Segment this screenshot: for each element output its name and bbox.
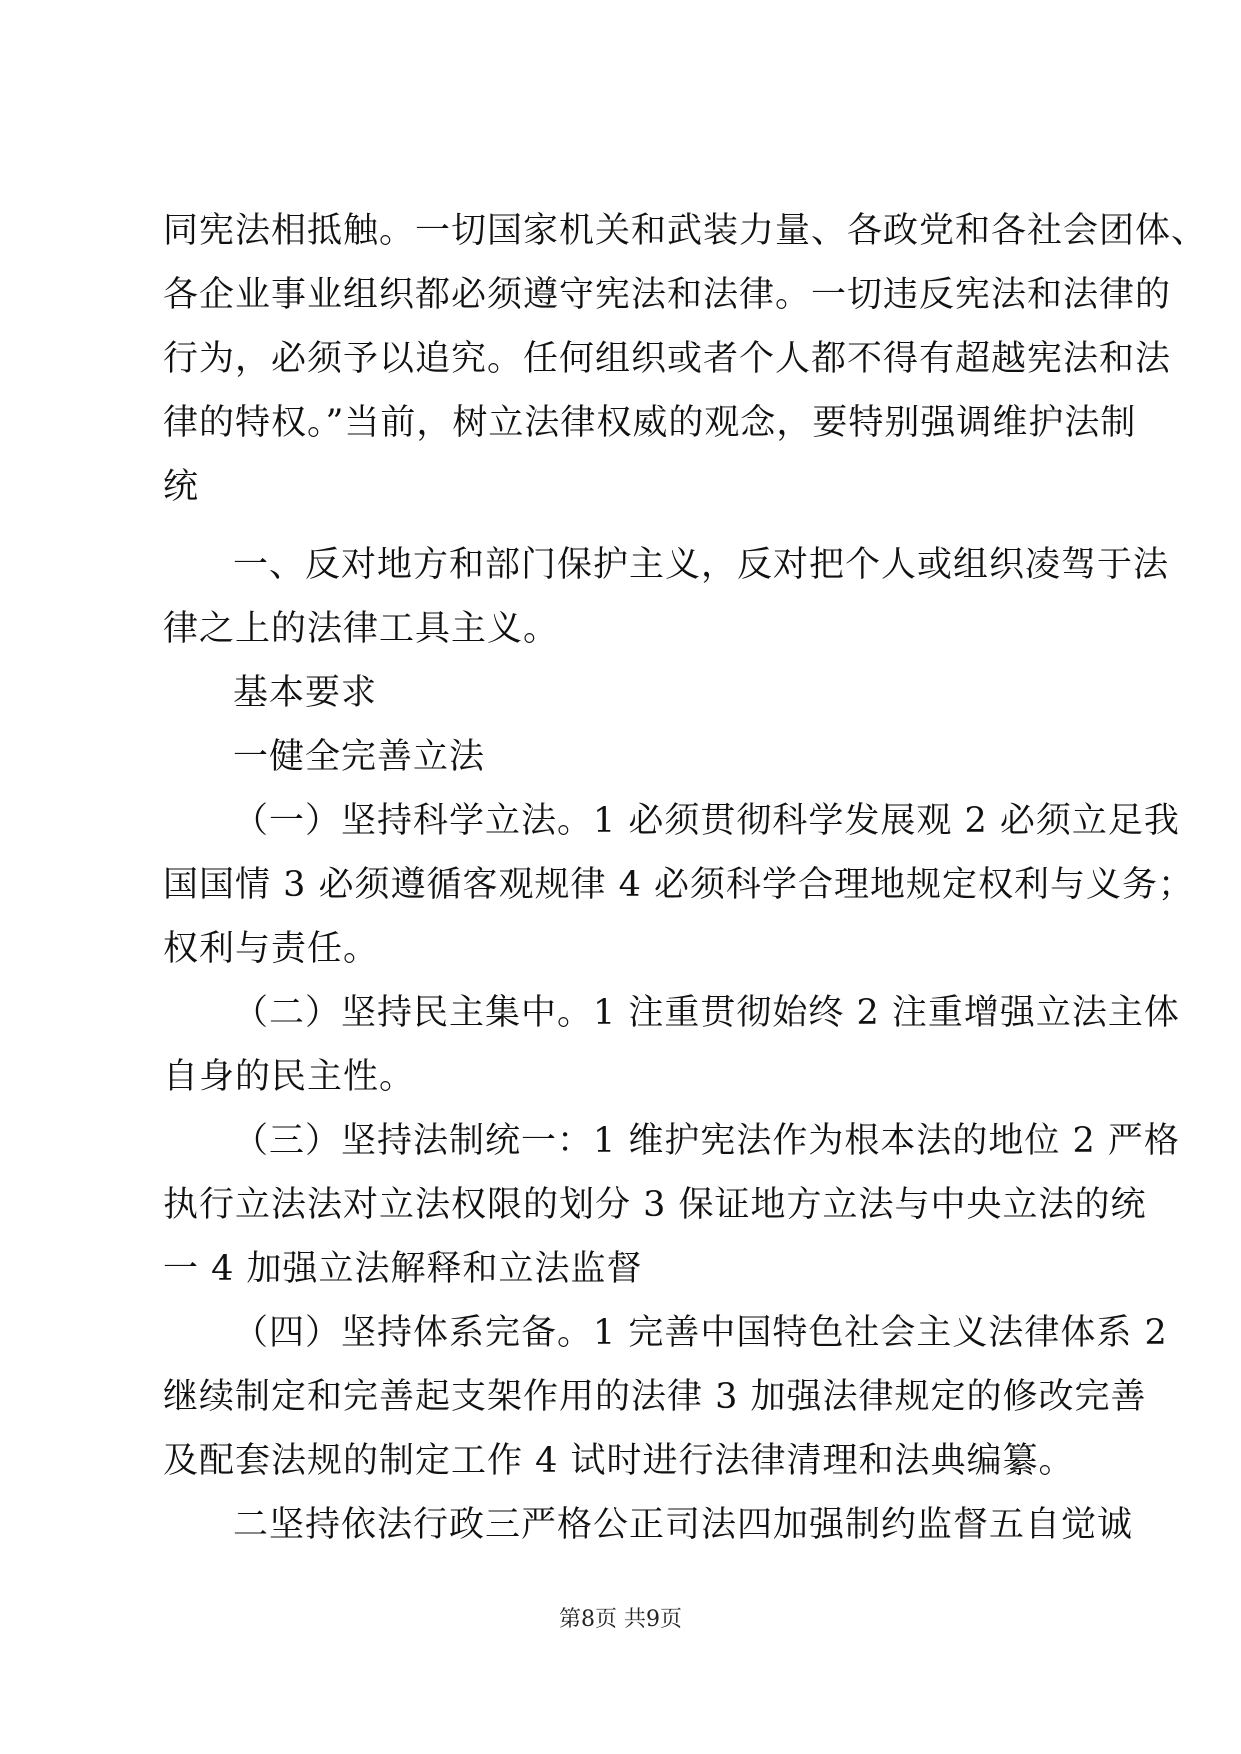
body-line: 权利与责任。 <box>163 929 380 969</box>
page-footer: 第8页 共9页 <box>559 1607 682 1632</box>
section-heading: 一健全完善立法 <box>233 737 486 777</box>
body-line: 一 4 加强立法解释和立法监督 <box>163 1249 643 1289</box>
body-line: 二坚持依法行政三严格公正司法四加强制约监督五自觉诚 <box>233 1505 1134 1545</box>
body-line: 执行立法法对立法权限的划分 3 保证地方立法与中央立法的统 <box>163 1185 1147 1225</box>
body-line: 统 <box>163 467 200 507</box>
body-line: 继续制定和完善起支架作用的法律 3 加强法律规定的修改完善 <box>163 1377 1147 1417</box>
body-line: 各企业事业组织都必须遵守宪法和法律。一切违反宪法和法律的 <box>163 275 1172 315</box>
body-line: （二）坚持民主集中。1 注重贯彻始终 2 注重增强立法主体 <box>233 993 1180 1033</box>
section-heading: 基本要求 <box>233 673 378 713</box>
body-line: 国国情 3 必须遵循客观规律 4 必须科学合理地规定权利与义务； <box>163 865 1195 905</box>
body-line: 律之上的法律工具主义。 <box>163 609 560 649</box>
body-line: （三）坚持法制统一：1 维护宪法作为根本法的地位 2 严格 <box>233 1121 1180 1161</box>
body-line: 律的特权。”当前，树立法律权威的观念，要特别强调维护法制 <box>163 403 1137 443</box>
body-line: （四）坚持体系完备。1 完善中国特色社会主义法律体系 2 <box>233 1313 1168 1353</box>
body-line: 自身的民主性。 <box>163 1057 416 1097</box>
body-line: 一、反对地方和部门保护主义，反对把个人或组织凌驾于法 <box>233 545 1170 585</box>
body-line: 行为，必须予以追究。任何组织或者个人都不得有超越宪法和法 <box>163 339 1172 379</box>
body-line: 及配套法规的制定工作 4 试时进行法律清理和法典编纂。 <box>163 1441 1075 1481</box>
body-line: （一）坚持科学立法。1 必须贯彻科学发展观 2 必须立足我 <box>233 801 1180 841</box>
body-line: 同宪法相抵触。一切国家机关和武装力量、各政党和各社会团体、 <box>163 211 1208 251</box>
